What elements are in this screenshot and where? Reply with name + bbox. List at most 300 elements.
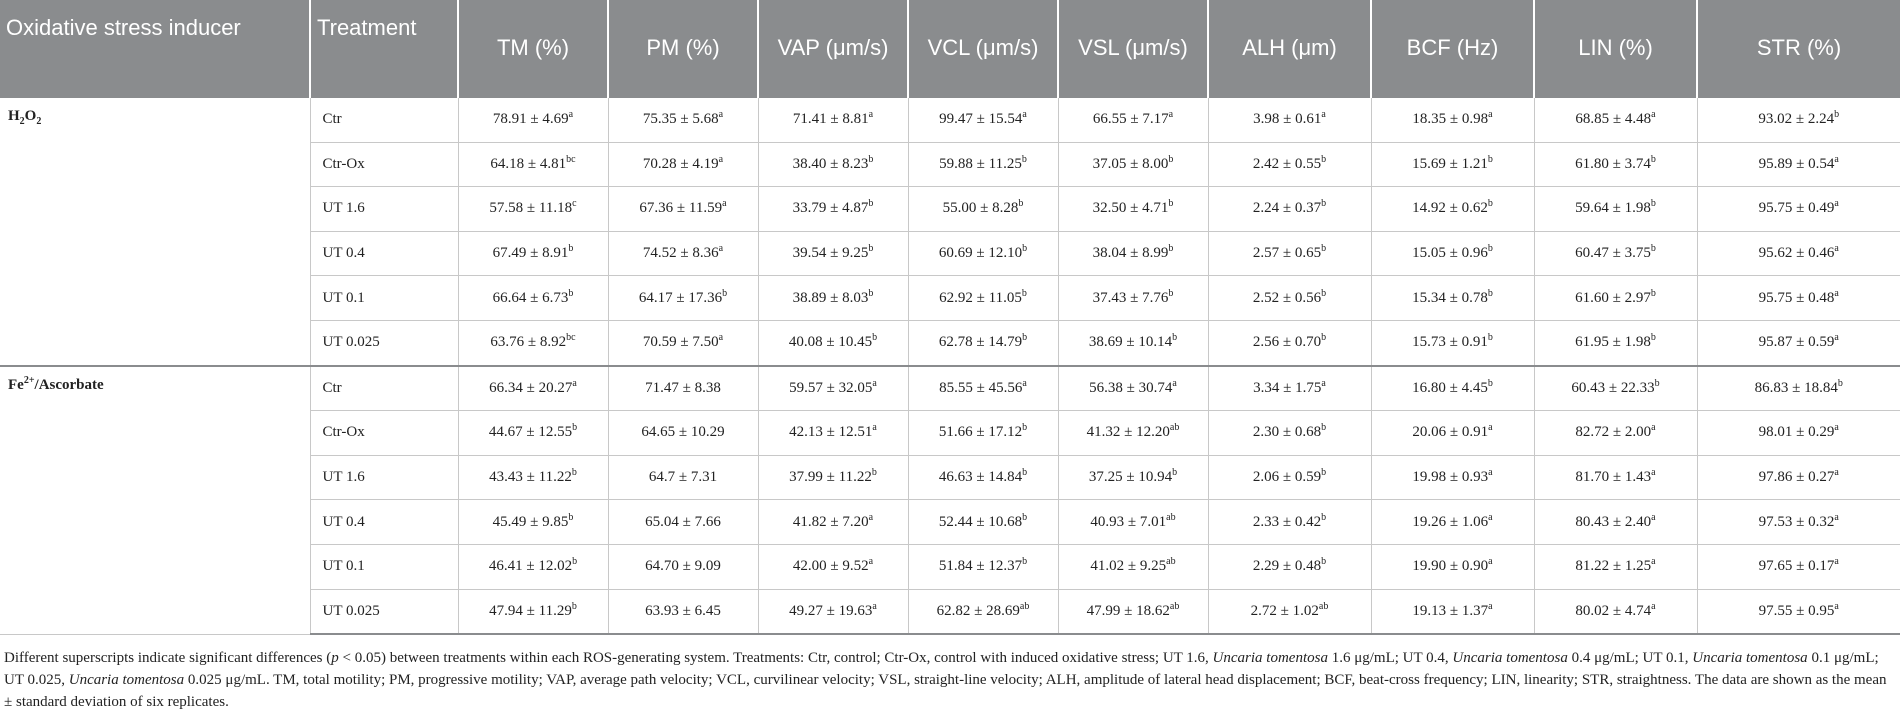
vcl-value-cell: [908, 320, 1058, 365]
cell-value: 2.52 ± 0.56: [1252, 289, 1322, 306]
footnote-species: Uncaria tomentosa: [1692, 650, 1808, 667]
cell-value: 78.91 ± 4.69: [492, 111, 569, 128]
significance-superscript: b: [1834, 109, 1840, 121]
vcl-value-cell: [908, 455, 1058, 500]
cell-value: 95.62 ± 0.46: [1758, 245, 1835, 262]
cell-value: 19.90 ± 0.90: [1412, 558, 1489, 575]
cell-value: 65.04 ± 7.66: [645, 513, 721, 530]
vcl-value-cell: [908, 366, 1058, 411]
cell-value: 80.02 ± 4.74: [1575, 602, 1652, 619]
significance-superscript: a: [718, 153, 724, 165]
lin-value-cell: [1534, 366, 1697, 411]
header-pm: PM (%): [608, 0, 758, 97]
significance-superscript: b: [1172, 332, 1178, 344]
group-label-part: 2: [19, 116, 25, 127]
group-label-part: /Ascorbate: [34, 376, 104, 393]
significance-superscript: a: [1834, 243, 1839, 255]
significance-superscript: b: [1321, 287, 1327, 299]
cell-value: 63.76 ± 8.92: [490, 334, 567, 351]
cell-value: 37.25 ± 10.94: [1088, 469, 1173, 486]
header-vap: VAP (μm/s): [758, 0, 908, 97]
cell-value: 38.69 ± 10.14: [1088, 334, 1173, 351]
bcf-value-cell: [1371, 276, 1534, 321]
footnote-text-1: Different superscripts indicate significant differences (: [4, 650, 332, 667]
cell-value: 71.47 ± 8.38: [645, 379, 721, 396]
cell-value: 66.34 ± 20.27: [489, 379, 573, 396]
significance-superscript: b: [1487, 377, 1493, 389]
vcl-value-cell: [908, 411, 1058, 456]
bcf-value-cell: [1371, 231, 1534, 276]
cell-value: 42.00 ± 9.52: [792, 558, 869, 575]
alh-value-cell: [1208, 187, 1371, 232]
cell-value: 74.52 ± 8.36: [642, 245, 719, 262]
lin-value-cell: [1534, 97, 1697, 142]
cell-value: 95.89 ± 0.54: [1758, 155, 1835, 172]
significance-superscript: a: [1651, 109, 1656, 121]
group-label-part: 2: [36, 116, 42, 127]
cell-value: 15.05 ± 0.96: [1412, 245, 1488, 262]
significance-superscript: a: [868, 109, 874, 121]
pm-value-cell: [608, 366, 758, 411]
cell-value: 66.64 ± 6.73: [492, 289, 569, 306]
cell-value: 3.98 ± 0.61: [1253, 111, 1322, 128]
lin-value-cell: [1534, 411, 1697, 456]
vsl-value-cell: [1058, 500, 1208, 545]
treatment-cell: UT 0.025: [310, 320, 458, 365]
group-label-part: O: [24, 108, 37, 124]
cell-value: 99.47 ± 15.54: [939, 111, 1023, 128]
vcl-value-cell: [908, 142, 1058, 187]
cell-value: 61.80 ± 3.74: [1575, 155, 1651, 172]
vsl-value-cell: [1058, 276, 1208, 321]
cell-value: 67.49 ± 8.91: [492, 245, 569, 262]
treatment-cell: UT 0.4: [310, 231, 458, 276]
significance-superscript: b: [1022, 332, 1028, 344]
significance-superscript: a: [568, 109, 574, 121]
group-label-1: [0, 366, 310, 635]
str-value-cell: [1697, 276, 1900, 321]
header-row: [0, 0, 1900, 97]
tm-value-cell: [458, 231, 608, 276]
treatment-cell: Ctr: [310, 97, 458, 142]
tm-value-cell: [458, 544, 608, 589]
significance-superscript: b: [1022, 243, 1028, 255]
cell-value: 19.26 ± 1.06: [1412, 513, 1489, 530]
alh-value-cell: [1208, 366, 1371, 411]
cell-value: 95.75 ± 0.49: [1758, 200, 1835, 217]
table-header: [0, 0, 1900, 97]
lin-value-cell: [1534, 187, 1697, 232]
cell-value: 40.93 ± 7.01: [1090, 513, 1167, 530]
pm-value-cell: [608, 187, 758, 232]
significance-superscript: b: [722, 287, 728, 299]
cell-value: 75.35 ± 5.68: [642, 111, 719, 128]
cell-value: 2.56 ± 0.70: [1252, 334, 1322, 351]
footnote-species: Uncaria tomentosa: [68, 672, 185, 689]
cell-value: 19.13 ± 1.37: [1412, 602, 1489, 619]
significance-superscript: a: [1651, 511, 1656, 523]
footnote-text-6: 0.025 μg/mL. TM, total motility; PM, progressive motility; VAP, average path velocity; VCL, curvilinear velocity; VSL, straight-line velocity; ALH, amplitude of lateral head displacement; BCF, beat-cross frequency; LIN, linearity; STR, straightness. The data are shown as the mean ± standard deviation of six replicates.: [4, 672, 1887, 711]
cell-value: 64.7 ± 7.31: [648, 469, 718, 486]
vsl-value-cell: [1058, 589, 1208, 634]
cell-value: 62.92 ± 11.05: [939, 289, 1022, 306]
str-value-cell: [1697, 366, 1900, 411]
significance-superscript: a: [1834, 511, 1839, 523]
significance-superscript: a: [1651, 467, 1656, 479]
lin-value-cell: [1534, 276, 1697, 321]
cell-value: 20.06 ± 0.91: [1412, 424, 1489, 441]
significance-superscript: b: [872, 332, 878, 344]
vap-value-cell: [758, 231, 908, 276]
vsl-value-cell: [1058, 544, 1208, 589]
cell-value: 64.18 ± 4.81: [490, 155, 567, 172]
significance-superscript: a: [1834, 422, 1839, 434]
cell-value: 95.75 ± 0.48: [1758, 289, 1835, 306]
significance-superscript: a: [1834, 332, 1839, 344]
cell-value: 41.82 ± 7.20: [792, 513, 869, 530]
significance-superscript: a: [1488, 109, 1493, 121]
str-value-cell: [1697, 187, 1900, 232]
significance-superscript: ab: [1019, 600, 1030, 612]
significance-superscript: a: [1172, 377, 1177, 389]
pm-value-cell: [608, 411, 758, 456]
group-label-0: [0, 97, 310, 366]
group-label-part: Fe: [8, 376, 24, 393]
header-lin: LIN (%): [1534, 0, 1697, 97]
vsl-value-cell: [1058, 411, 1208, 456]
tm-value-cell: [458, 142, 608, 187]
group-label-part: H: [8, 108, 20, 124]
significance-superscript: b: [568, 287, 574, 299]
cell-value: 64.17 ± 17.36: [638, 289, 723, 306]
cell-value: 2.29 ± 0.48: [1252, 558, 1322, 575]
cell-value: 2.30 ± 0.68: [1252, 424, 1322, 441]
str-value-cell: [1697, 142, 1900, 187]
alh-value-cell: [1208, 320, 1371, 365]
vcl-value-cell: [908, 187, 1058, 232]
tm-value-cell: [458, 187, 608, 232]
vcl-value-cell: [908, 500, 1058, 545]
str-value-cell: [1697, 589, 1900, 634]
vsl-value-cell: [1058, 187, 1208, 232]
table-row: [0, 97, 1900, 142]
significance-superscript: a: [1834, 467, 1839, 479]
vsl-value-cell: [1058, 455, 1208, 500]
vap-value-cell: [758, 500, 908, 545]
vcl-value-cell: [908, 589, 1058, 634]
cell-value: 18.35 ± 0.98: [1412, 111, 1489, 128]
cell-value: 46.41 ± 12.02: [488, 558, 573, 575]
cell-value: 49.27 ± 19.63: [789, 602, 873, 619]
significance-superscript: a: [1651, 556, 1656, 568]
footnote-p-variable: p: [331, 650, 339, 667]
footnote-species: Uncaria tomentosa: [1452, 650, 1568, 667]
cell-value: 60.69 ± 12.10: [938, 245, 1023, 262]
significance-superscript: a: [1651, 600, 1656, 612]
alh-value-cell: [1208, 142, 1371, 187]
vsl-value-cell: [1058, 366, 1208, 411]
bcf-value-cell: [1371, 589, 1534, 634]
bcf-value-cell: [1371, 411, 1534, 456]
significance-superscript: a: [1834, 198, 1839, 210]
pm-value-cell: [608, 97, 758, 142]
bcf-value-cell: [1371, 97, 1534, 142]
significance-superscript: b: [1487, 332, 1493, 344]
vap-value-cell: [758, 97, 908, 142]
cell-value: 93.02 ± 2.24: [1758, 111, 1835, 128]
vap-value-cell: [758, 187, 908, 232]
header-vsl: VSL (μm/s): [1058, 0, 1208, 97]
significance-superscript: b: [1487, 153, 1493, 165]
cell-value: 63.93 ± 6.45: [645, 602, 721, 619]
significance-superscript: a: [868, 556, 874, 568]
significance-superscript: b: [1837, 377, 1843, 389]
alh-value-cell: [1208, 589, 1371, 634]
pm-value-cell: [608, 276, 758, 321]
significance-superscript: b: [1650, 332, 1656, 344]
significance-superscript: a: [1022, 109, 1027, 121]
vap-value-cell: [758, 411, 908, 456]
significance-superscript: a: [1488, 467, 1493, 479]
significance-superscript: a: [1488, 600, 1493, 612]
lin-value-cell: [1534, 500, 1697, 545]
cell-value: 97.53 ± 0.32: [1758, 513, 1835, 530]
cell-value: 51.84 ± 12.37: [938, 558, 1023, 575]
alh-value-cell: [1208, 276, 1371, 321]
tm-value-cell: [458, 455, 608, 500]
cell-value: 80.43 ± 2.40: [1575, 513, 1652, 530]
significance-superscript: b: [868, 198, 874, 210]
vap-value-cell: [758, 276, 908, 321]
significance-superscript: b: [1650, 198, 1656, 210]
lin-value-cell: [1534, 544, 1697, 589]
significance-superscript: b: [868, 243, 874, 255]
alh-value-cell: [1208, 544, 1371, 589]
bcf-value-cell: [1371, 366, 1534, 411]
footnote-text-5: 0.1 μg/mL; UT 0.025,: [4, 650, 1879, 689]
vsl-value-cell: [1058, 142, 1208, 187]
vsl-value-cell: [1058, 320, 1208, 365]
footnote-text-3: 1.6 μg/mL; UT 0.4,: [1327, 650, 1453, 667]
tm-value-cell: [458, 411, 608, 456]
cell-value: 61.60 ± 2.97: [1575, 289, 1651, 306]
bcf-value-cell: [1371, 187, 1534, 232]
treatment-cell: UT 1.6: [310, 455, 458, 500]
treatment-cell: UT 0.1: [310, 544, 458, 589]
vap-value-cell: [758, 320, 908, 365]
header-str: STR (%): [1697, 0, 1900, 97]
cell-value: 3.34 ± 1.75: [1253, 379, 1322, 396]
cell-value: 47.99 ± 18.62: [1086, 602, 1170, 619]
cell-value: 45.49 ± 9.85: [492, 513, 569, 530]
cell-value: 97.65 ± 0.17: [1758, 558, 1835, 575]
header-inducer: Oxidative stress inducer: [0, 0, 310, 97]
cell-value: 2.24 ± 0.37: [1252, 200, 1322, 217]
vap-value-cell: [758, 589, 908, 634]
alh-value-cell: [1208, 455, 1371, 500]
lin-value-cell: [1534, 231, 1697, 276]
footnote-text-2: < 0.05) between treatments within each ROS-generating system. Treatments: Ctr, control; Ctr-Ox, control with induced oxidative stress; UT 1.6,: [338, 650, 1213, 667]
significance-superscript: b: [568, 511, 574, 523]
significance-superscript: c: [572, 198, 577, 210]
significance-superscript: b: [1172, 467, 1178, 479]
significance-superscript: a: [1651, 422, 1656, 434]
treatment-cell: Ctr-Ox: [310, 411, 458, 456]
cell-value: 37.05 ± 8.00: [1092, 155, 1169, 172]
significance-superscript: bc: [566, 153, 576, 165]
cell-value: 40.08 ± 10.45: [788, 334, 873, 351]
cell-value: 38.40 ± 8.23: [792, 155, 869, 172]
bcf-value-cell: [1371, 455, 1534, 500]
cell-value: 97.86 ± 0.27: [1758, 469, 1835, 486]
cell-value: 66.55 ± 7.17: [1092, 111, 1169, 128]
cell-value: 86.83 ± 18.84: [1754, 379, 1838, 396]
significance-superscript: b: [1022, 422, 1028, 434]
significance-superscript: b: [1321, 243, 1327, 255]
cell-value: 60.47 ± 3.75: [1575, 245, 1651, 262]
significance-superscript: b: [1168, 198, 1174, 210]
bcf-value-cell: [1371, 320, 1534, 365]
pm-value-cell: [608, 320, 758, 365]
significance-superscript: b: [572, 556, 578, 568]
table-body: [0, 97, 1900, 634]
header-bcf: BCF (Hz): [1371, 0, 1534, 97]
cell-value: 47.94 ± 11.29: [489, 602, 572, 619]
significance-superscript: b: [1650, 287, 1656, 299]
pm-value-cell: [608, 589, 758, 634]
significance-superscript: b: [572, 422, 578, 434]
significance-superscript: b: [1021, 153, 1027, 165]
significance-superscript: a: [1488, 511, 1493, 523]
significance-superscript: b: [1168, 287, 1174, 299]
cell-value: 82.72 ± 2.00: [1575, 424, 1652, 441]
table-row: [0, 366, 1900, 411]
significance-superscript: ab: [1169, 422, 1180, 434]
cell-value: 46.63 ± 14.84: [938, 469, 1023, 486]
tm-value-cell: [458, 500, 608, 545]
significance-superscript: b: [868, 287, 874, 299]
tm-value-cell: [458, 320, 608, 365]
cell-value: 57.58 ± 11.18: [489, 200, 573, 217]
cell-value: 15.34 ± 0.78: [1412, 289, 1488, 306]
vap-value-cell: [758, 455, 908, 500]
significance-superscript: b: [1321, 332, 1327, 344]
pm-value-cell: [608, 500, 758, 545]
cell-value: 44.67 ± 12.55: [488, 424, 573, 441]
cell-value: 39.54 ± 9.25: [792, 245, 869, 262]
significance-superscript: b: [1022, 511, 1028, 523]
lin-value-cell: [1534, 320, 1697, 365]
significance-superscript: a: [1834, 556, 1839, 568]
cell-value: 62.78 ± 14.79: [938, 334, 1023, 351]
significance-superscript: b: [1021, 287, 1027, 299]
cell-value: 15.73 ± 0.91: [1412, 334, 1488, 351]
vsl-value-cell: [1058, 231, 1208, 276]
cell-value: 32.50 ± 4.71: [1092, 200, 1169, 217]
cell-value: 81.70 ± 1.43: [1575, 469, 1652, 486]
treatment-cell: UT 0.025: [310, 589, 458, 634]
significance-superscript: a: [722, 198, 727, 210]
significance-superscript: b: [1022, 467, 1028, 479]
header-treatment: Treatment: [310, 0, 458, 97]
significance-superscript: a: [1834, 287, 1839, 299]
cell-value: 33.79 ± 4.87: [792, 200, 869, 217]
significance-superscript: bc: [566, 332, 576, 344]
footnote-text-4: 0.4 μg/mL; UT 0.1,: [1567, 650, 1693, 667]
cell-value: 2.72 ± 1.02: [1250, 602, 1319, 619]
vap-value-cell: [758, 544, 908, 589]
bcf-value-cell: [1371, 544, 1534, 589]
significance-superscript: b: [1321, 467, 1327, 479]
significance-superscript: a: [868, 511, 874, 523]
treatment-cell: UT 1.6: [310, 187, 458, 232]
cell-value: 43.43 ± 11.22: [489, 469, 572, 486]
significance-superscript: ab: [1318, 600, 1329, 612]
cell-value: 64.65 ± 10.29: [641, 424, 725, 441]
vcl-value-cell: [908, 97, 1058, 142]
cell-value: 2.33 ± 0.42: [1252, 513, 1322, 530]
significance-superscript: a: [1321, 109, 1326, 121]
header-tm: TM (%): [458, 0, 608, 97]
significance-superscript: a: [872, 422, 877, 434]
cell-value: 71.41 ± 8.81: [792, 111, 869, 128]
pm-value-cell: [608, 544, 758, 589]
cell-value: 70.28 ± 4.19: [642, 155, 719, 172]
pm-value-cell: [608, 231, 758, 276]
cell-value: 19.98 ± 0.93: [1412, 469, 1489, 486]
cell-value: 67.36 ± 11.59: [639, 200, 723, 217]
significance-superscript: b: [868, 153, 874, 165]
vap-value-cell: [758, 142, 908, 187]
significance-superscript: a: [718, 109, 724, 121]
footnote-species: Uncaria tomentosa: [1212, 650, 1328, 667]
cell-value: 38.89 ± 8.03: [792, 289, 869, 306]
alh-value-cell: [1208, 231, 1371, 276]
treatment-cell: Ctr-Ox: [310, 142, 458, 187]
str-value-cell: [1697, 97, 1900, 142]
tm-value-cell: [458, 97, 608, 142]
cell-value: 81.22 ± 1.25: [1575, 558, 1652, 575]
table-footnote: [0, 635, 1900, 713]
significance-superscript: b: [871, 467, 877, 479]
significance-superscript: b: [1022, 556, 1028, 568]
alh-value-cell: [1208, 411, 1371, 456]
cell-value: 38.04 ± 8.99: [1092, 245, 1169, 262]
significance-superscript: a: [1834, 153, 1839, 165]
cell-value: 97.55 ± 0.95: [1758, 602, 1835, 619]
significance-superscript: b: [1168, 243, 1174, 255]
treatment-cell: UT 0.4: [310, 500, 458, 545]
significance-superscript: a: [1168, 109, 1174, 121]
cell-value: 41.32 ± 12.20: [1086, 424, 1170, 441]
significance-superscript: ab: [1169, 600, 1180, 612]
str-value-cell: [1697, 455, 1900, 500]
cell-value: 16.80 ± 4.45: [1412, 379, 1488, 396]
cell-value: 2.06 ± 0.59: [1252, 469, 1322, 486]
significance-superscript: b: [1018, 198, 1024, 210]
cell-value: 68.85 ± 4.48: [1575, 111, 1652, 128]
significance-superscript: b: [571, 467, 577, 479]
significance-superscript: b: [1650, 243, 1656, 255]
cell-value: 37.43 ± 7.76: [1092, 289, 1169, 306]
significance-superscript: b: [1487, 287, 1493, 299]
significance-superscript: b: [1487, 198, 1493, 210]
significance-superscript: b: [1650, 153, 1656, 165]
cell-value: 42.13 ± 12.51: [789, 424, 873, 441]
group-label-part: 2+: [23, 374, 35, 386]
cell-value: 61.95 ± 1.98: [1575, 334, 1651, 351]
significance-superscript: a: [872, 377, 877, 389]
